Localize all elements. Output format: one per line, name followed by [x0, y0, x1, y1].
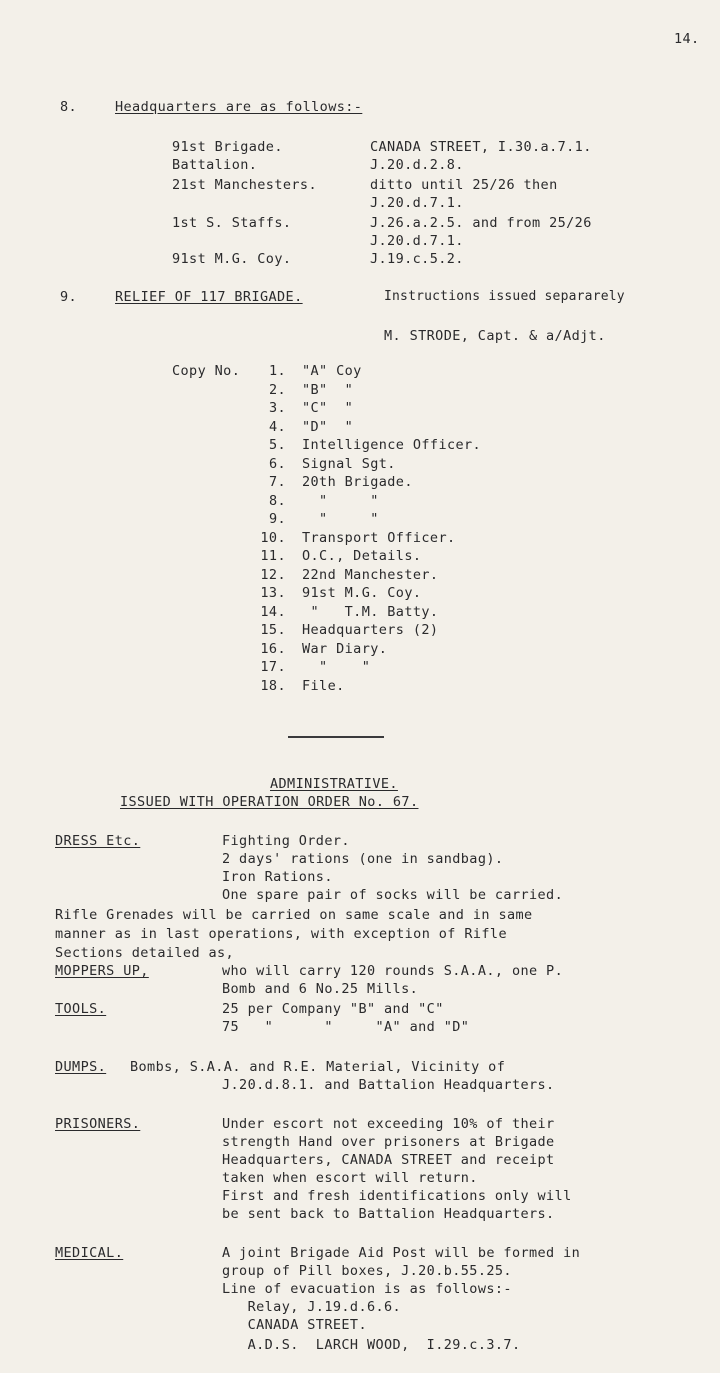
- copy-recipient: " ": [302, 659, 371, 675]
- copy-number: 15.: [260, 622, 286, 638]
- hq-location: CANADA STREET, I.30.a.7.1.: [370, 139, 592, 155]
- hq-location: J.26.a.2.5. and from 25/26: [370, 215, 592, 231]
- medical-line: CANADA STREET.: [222, 1317, 367, 1333]
- copy-recipient: "C" ": [302, 400, 354, 416]
- prisoners-line: taken when escort will return.: [222, 1170, 478, 1186]
- signature: M. STRODE, Capt. & a/Adjt.: [384, 328, 606, 344]
- copy-number: 2.: [268, 381, 286, 398]
- copy-recipient: File.: [302, 677, 345, 694]
- dumps-line: J.20.d.8.1. and Battalion Headquarters.: [222, 1077, 555, 1093]
- section9-heading: RELIEF OF 117 BRIGADE.: [115, 289, 303, 305]
- dress-line: 2 days' rations (one in sandbag).: [222, 851, 504, 867]
- hq-location: J.20.d.7.1.: [370, 233, 464, 249]
- grenades-line: Sections detailed as,: [55, 945, 235, 961]
- copy-recipient: 91st M.G. Coy.: [302, 585, 422, 601]
- medical-line: Line of evacuation is as follows:-: [222, 1281, 512, 1297]
- hq-unit: Battalion.: [172, 157, 258, 173]
- page-number: 14.: [674, 31, 700, 47]
- copy-number: 7.: [268, 474, 286, 490]
- copy-number: 9.: [268, 511, 286, 527]
- copy-recipient: Signal Sgt.: [302, 455, 396, 472]
- dress-line: Iron Rations.: [222, 869, 333, 885]
- hq-location: J.19.c.5.2.: [370, 251, 464, 267]
- copy-number: 17.: [260, 659, 286, 675]
- hq-location: ditto until 25/26 then: [370, 177, 558, 193]
- moppers-line: Bomb and 6 No.25 Mills.: [222, 981, 419, 997]
- hq-unit: 21st Manchesters.: [172, 177, 317, 193]
- admin-title: ADMINISTRATIVE.: [270, 776, 398, 792]
- copy-number: 12.: [260, 566, 286, 583]
- copy-recipient: Headquarters (2): [302, 622, 439, 638]
- copy-number: 3.: [268, 400, 286, 416]
- dress-line: Fighting Order.: [222, 833, 350, 849]
- copy-number: 13.: [260, 585, 286, 601]
- section9-text: Instructions issued separarely: [384, 289, 625, 304]
- medical-line: group of Pill boxes, J.20.b.55.25.: [222, 1263, 512, 1279]
- tools-line: 75 " " "A" and "D": [222, 1019, 470, 1035]
- copy-number: 1.: [268, 363, 286, 379]
- copy-recipient: Transport Officer.: [302, 529, 456, 546]
- copy-recipient: "A" Coy: [302, 363, 362, 379]
- hq-unit: 1st S. Staffs.: [172, 215, 292, 231]
- medical-line: Relay, J.19.d.6.6.: [222, 1299, 402, 1315]
- copy-number: 5.: [268, 437, 286, 453]
- dumps-label: DUMPS.: [55, 1059, 107, 1075]
- hq-location: J.20.d.2.8.: [370, 157, 464, 173]
- dress-line: One spare pair of socks will be carried.: [222, 887, 564, 903]
- copy-number: 14.: [260, 603, 286, 620]
- copy-recipient: "B" ": [302, 381, 354, 398]
- copy-recipient: " ": [302, 492, 379, 509]
- prisoners-line: strength Hand over prisoners at Brigade: [222, 1134, 555, 1150]
- moppers-line: who will carry 120 rounds S.A.A., one P.: [222, 963, 564, 979]
- separator-rule: [288, 736, 384, 738]
- copy-recipient: 20th Brigade.: [302, 474, 413, 490]
- dress-label: DRESS Etc.: [55, 833, 141, 849]
- tools-line: 25 per Company "B" and "C": [222, 1001, 444, 1017]
- section9-number: 9.: [60, 289, 78, 305]
- prisoners-line: Headquarters, CANADA STREET and receipt: [222, 1152, 555, 1168]
- copy-number: 8.: [268, 492, 286, 509]
- copy-number: 10.: [260, 529, 286, 546]
- grenades-line: Rifle Grenades will be carried on same scale and in same: [55, 907, 533, 923]
- prisoners-label: PRISONERS.: [55, 1116, 141, 1132]
- dumps-line: Bombs, S.A.A. and R.E. Material, Vicinity of: [130, 1059, 506, 1075]
- copy-recipient: "D" ": [302, 418, 354, 435]
- copy-recipient: Intelligence Officer.: [302, 437, 482, 453]
- admin-subtitle: ISSUED WITH OPERATION ORDER No. 67.: [120, 794, 419, 810]
- prisoners-line: First and fresh identifications only will: [222, 1188, 572, 1204]
- prisoners-line: Under escort not exceeding 10% of their: [222, 1116, 555, 1132]
- copy-number: 18.: [260, 677, 286, 694]
- copy-number: 6.: [268, 455, 286, 472]
- medical-label: MEDICAL.: [55, 1245, 124, 1261]
- copy-recipient: " ": [302, 511, 379, 527]
- hq-unit: 91st Brigade.: [172, 139, 283, 155]
- grenades-line: manner as in last operations, with exception of Rifle: [55, 926, 507, 942]
- copy-recipient: War Diary.: [302, 640, 388, 657]
- copy-number: 11.: [260, 548, 286, 564]
- medical-line: A joint Brigade Aid Post will be formed in: [222, 1245, 581, 1261]
- copy-number: 4.: [268, 418, 286, 435]
- copy-number: 16.: [260, 640, 286, 657]
- section8-number: 8.: [60, 99, 78, 115]
- copy-recipient: 22nd Manchester.: [302, 566, 439, 583]
- copy-recipient: " T.M. Batty.: [302, 603, 439, 620]
- prisoners-line: be sent back to Battalion Headquarters.: [222, 1206, 555, 1222]
- tools-label: TOOLS.: [55, 1001, 107, 1017]
- hq-location: J.20.d.7.1.: [370, 195, 464, 211]
- moppers-label: MOPPERS UP,: [55, 963, 149, 979]
- medical-line: A.D.S. LARCH WOOD, I.29.c.3.7.: [222, 1337, 521, 1353]
- hq-unit: 91st M.G. Coy.: [172, 251, 292, 267]
- section8-heading: Headquarters are as follows:-: [115, 99, 363, 115]
- copy-label: Copy No.: [172, 363, 241, 379]
- copy-recipient: O.C., Details.: [302, 548, 422, 564]
